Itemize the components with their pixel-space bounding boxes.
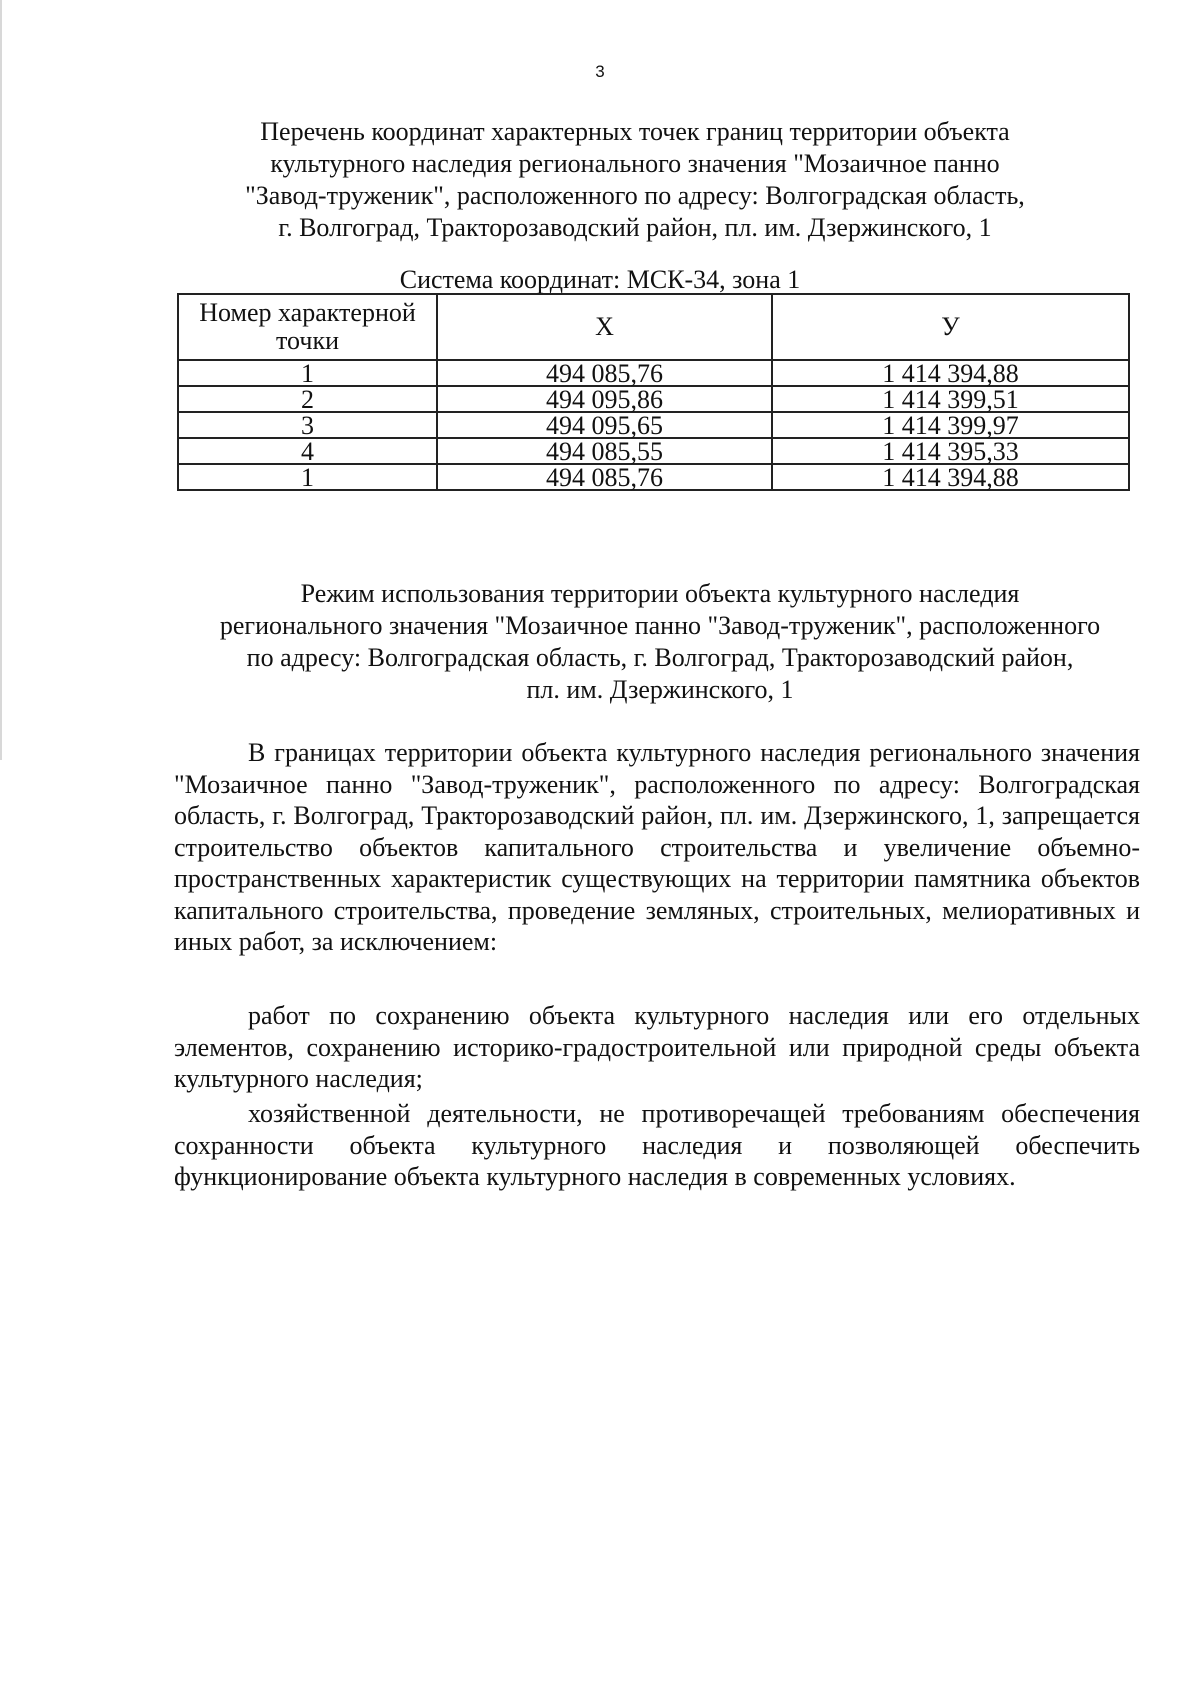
header-y: У [772, 294, 1129, 360]
header-point-number: Номер характерной точки [178, 294, 437, 360]
table-row [178, 412, 1129, 438]
cell-y: 1 414 399,97 [772, 412, 1129, 438]
cell-y: 1 414 394,88 [772, 360, 1129, 386]
body-paragraph-3 [174, 1098, 1140, 1193]
cell-point-number: 3 [178, 412, 437, 438]
heading-line: "Завод-труженик", расположенного по адресу: Волгоградская область, [245, 181, 1025, 210]
scan-edge-shadow [0, 0, 2, 760]
heading-line: Перечень координат характерных точек границ территории объекта [260, 117, 1010, 146]
usage-regime-heading [165, 578, 1155, 706]
table-row [178, 464, 1129, 490]
heading-line: культурного наследия регионального значения "Мозаичное панно [270, 149, 1000, 178]
cell-point-number: 1 [178, 464, 437, 490]
page-number: 3 [595, 62, 605, 81]
cell-y: 1 414 394,88 [772, 464, 1129, 490]
cell-x: 494 095,86 [437, 386, 772, 412]
table-header-row [178, 294, 1129, 360]
paragraph-text: хозяйственной деятельности, не противоречащей требованиям обеспечения сохранности объекта культурного наследия и позволяющей обеспечить функционирование объекта культурного наследия в современных условиях. [174, 1099, 1140, 1191]
heading-line: Режим использования территории объекта культурного наследия [300, 579, 1020, 608]
table-row [178, 438, 1129, 464]
cell-point-number: 2 [178, 386, 437, 412]
cell-x: 494 085,76 [437, 464, 772, 490]
body-paragraph-2 [174, 1000, 1140, 1095]
table-row [178, 386, 1129, 412]
cell-x: 494 085,76 [437, 360, 772, 386]
cell-y: 1 414 395,33 [772, 438, 1129, 464]
heading-line: регионального значения "Мозаичное панно "Завод-труженик", расположенного [219, 611, 1101, 640]
header-x: X [437, 294, 772, 360]
paragraph-text: работ по сохранению объекта культурного наследия или его отдельных элементов, сохранению историко-градостроительной или природной среды объекта культурного наследия; [174, 1001, 1140, 1093]
cell-x: 494 095,65 [437, 412, 772, 438]
coordinate-system-caption: Система координат: МСК-34, зона 1 [399, 265, 801, 294]
cell-x: 494 085,55 [437, 438, 772, 464]
heading-line: по адресу: Волгоградская область, г. Волгоград, Тракторозаводский район, [246, 643, 1074, 672]
heading-line: г. Волгоград, Тракторозаводский район, пл. им. Дзержинского, 1 [278, 213, 992, 242]
cell-y: 1 414 399,51 [772, 386, 1129, 412]
coordinates-list-heading [240, 116, 1030, 244]
cell-point-number: 4 [178, 438, 437, 464]
cell-point-number: 1 [178, 360, 437, 386]
table-row [178, 360, 1129, 386]
body-paragraph-1 [174, 737, 1140, 958]
coordinates-table [177, 293, 1130, 491]
paragraph-text: В границах территории объекта культурного наследия регионального значения "Мозаичное панно "Завод-труженик", расположенного по адресу: Волгоградская область, г. Волгоград, Тракторозаводский район, пл. им. Дзержинского, 1, запрещается строительство объектов капитального строительства и увеличение объемно-пространственных характеристик существующих на территории памятника объектов капитального строительства, проведение земляных, строительных, мелиоративных и иных работ, за исключением: [174, 738, 1140, 956]
heading-line: пл. им. Дзержинского, 1 [526, 675, 794, 704]
